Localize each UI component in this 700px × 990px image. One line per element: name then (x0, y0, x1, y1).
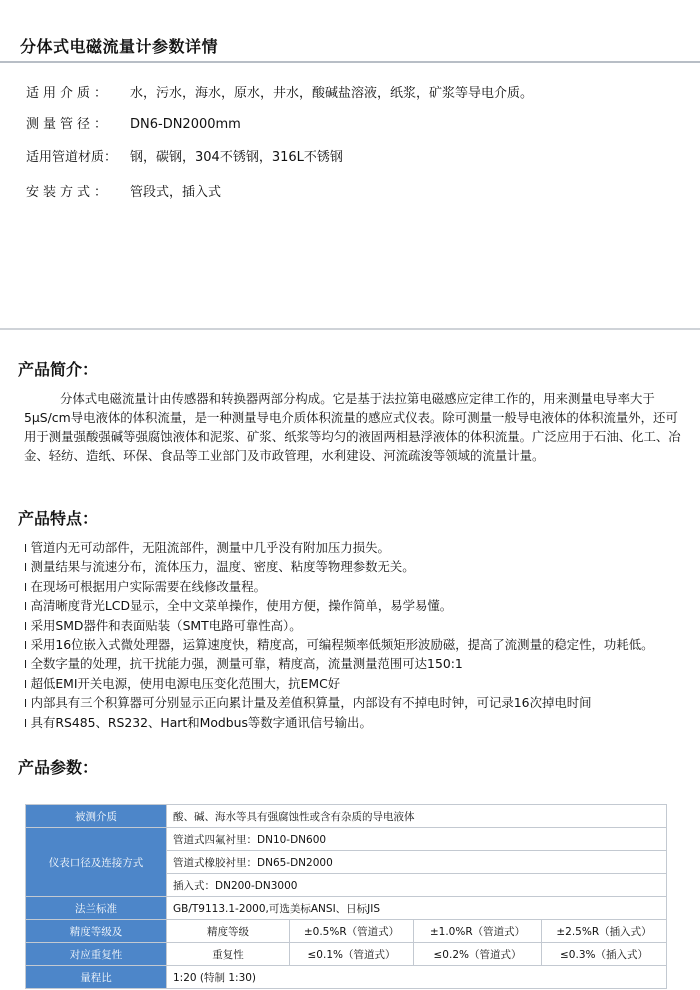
list-item: l 高清晰度背光LCD显示，全中文菜单操作，使用方便，操作简单，易学易懂。 (24, 597, 688, 616)
repeat-cell: ≤0.1%（管道式） (290, 943, 414, 966)
list-item: l 全数字量的处理，抗干扰能力强，测量可靠，精度高，流量测量范围可达150:1 (24, 655, 688, 674)
accuracy-cell: ±1.0%R（管道式） (414, 920, 542, 943)
accuracy-cell: 精度等级 (167, 920, 290, 943)
flange-label: 法兰标准 (26, 897, 167, 920)
spec-medium-value: 水，污水，海水，原水，井水，酸碱盐溶液，纸浆，矿浆等导电介质。 (130, 86, 534, 101)
section-divider (0, 328, 700, 330)
spec-medium-label: 适用介质： (26, 86, 112, 101)
spec-medium (26, 82, 533, 101)
repeat-cell: ≤0.2%（管道式） (414, 943, 542, 966)
spec-install-value: 管段式，插入式 (130, 185, 222, 200)
table-row (26, 943, 667, 966)
table-row (26, 920, 667, 943)
caliber-label: 仪表口径及连接方式 (26, 828, 167, 897)
list-item: l 在现场可根据用户实际需要在线修改量程。 (24, 578, 688, 597)
intro-heading: 产品简介： (18, 360, 99, 379)
params-table (25, 804, 667, 989)
table-row (26, 805, 667, 828)
spec-material-value: 钢，碳钢，304不锈钢，316L不锈钢 (130, 150, 343, 165)
spec-install (26, 181, 221, 200)
list-item: l 内部具有三个积算器可分别显示正向累计量及差值积算量，内部设有不掉电时钟，可记录16次掉电时间 (24, 694, 688, 713)
medium-value: 酸、碱、海水等具有强腐蚀性或含有杂质的导电液体 (167, 805, 667, 828)
list-item: l 采用16位嵌入式微处理器，运算速度快，精度高，可编程频率低频矩形波励磁，提高了流测量的稳定性，功耗低。 (24, 636, 688, 655)
repeat-label: 对应重复性 (26, 943, 167, 966)
medium-label: 被测介质 (26, 805, 167, 828)
page-title: 分体式电磁流量计参数详情 (20, 37, 219, 56)
spec-diameter (26, 113, 241, 132)
list-item: l 测量结果与流速分布，流体压力，温度、密度、粘度等物理参数无关。 (24, 558, 688, 577)
table-row (26, 897, 667, 920)
features-heading: 产品特点： (18, 509, 99, 528)
title-divider (0, 61, 700, 63)
spec-diameter-label: 测量管径： (26, 117, 112, 132)
repeat-cell: ≤0.3%（插入式） (542, 943, 667, 966)
table-row (26, 966, 667, 989)
caliber-value: 插入式：DN200-DN3000 (167, 874, 667, 897)
list-item: l 超低EMI开关电源，使用电源电压变化范围大，抗EMC好 (24, 675, 688, 694)
table-row (26, 828, 667, 851)
intro-text: 分体式电磁流量计由传感器和转换器两部分构成。它是基于法拉第电磁感应定律工作的，用来测量电导率大于5μS/cm导电液体的体积流量，是一种测量导电介质体积流量的感应式仪表。除可测量一般导电液体的体积流量外，还可用于测量强酸强碱等强腐蚀液体和泥浆、矿浆、纸浆等均匀的液固两相悬浮液体的体积流量。广泛应用于石油、化工、冶金、轻纺、造纸、环保、食品等工业部门及市政管理，水利建设、河流疏浚等领域的流量计量。 (24, 391, 681, 463)
spec-install-label: 安装方式： (26, 185, 112, 200)
accuracy-cell: ±0.5%R（管道式） (290, 920, 414, 943)
list-item: l 管道内无可动部件，无阻流部件，测量中几乎没有附加压力损失。 (24, 539, 688, 558)
flange-value: GB/T9113.1-2000,可选美标ANSI、日标JIS (167, 897, 667, 920)
range-value: 1:20 (特制 1:30) (167, 966, 667, 989)
features-list (24, 539, 688, 733)
spec-material-label: 适用管道材质： (26, 150, 118, 165)
accuracy-label: 精度等级及 (26, 920, 167, 943)
caliber-value: 管道式橡胶衬里：DN65-DN2000 (167, 851, 667, 874)
range-label: 量程比 (26, 966, 167, 989)
spec-material (26, 146, 343, 165)
list-item: l 采用SMD器件和表面贴装（SMT电路可靠性高）。 (24, 617, 688, 636)
repeat-cell: 重复性 (167, 943, 290, 966)
spec-diameter-value: DN6-DN2000mm (130, 117, 241, 132)
caliber-value: 管道式四氟衬里：DN10-DN600 (167, 828, 667, 851)
accuracy-cell: ±2.5%R（插入式） (542, 920, 667, 943)
list-item: l 具有RS485、RS232、Hart和Modbus等数字通讯信号输出。 (24, 714, 688, 733)
params-heading: 产品参数： (18, 758, 99, 777)
